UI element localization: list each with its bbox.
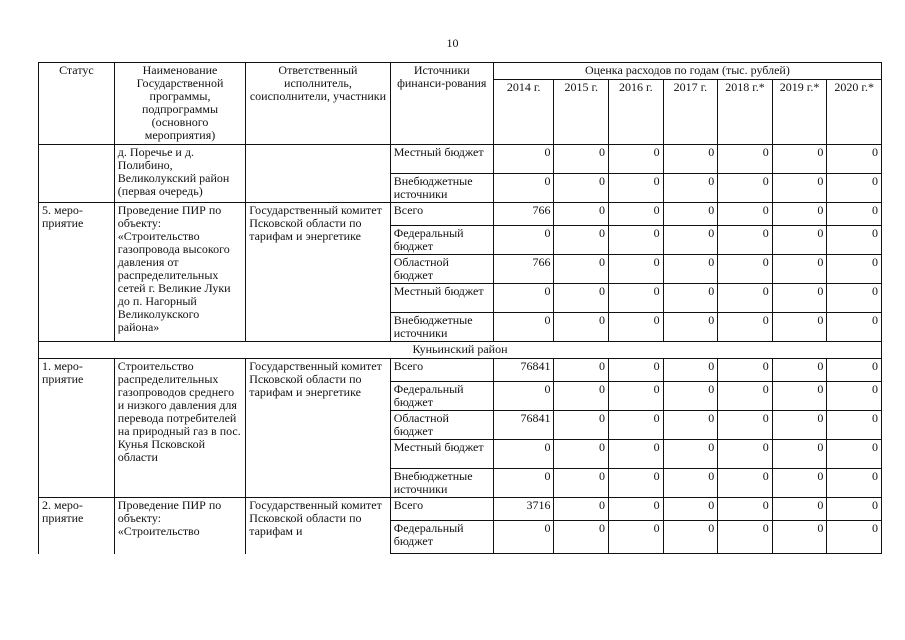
cell-status: 2. меро-приятие (39, 498, 115, 554)
cell-source: Федеральный бюджет (390, 521, 493, 554)
header-estimate: Оценка расходов по годам (тыс. рублей) (493, 63, 881, 80)
cell-value: 0 (554, 440, 609, 469)
cell-value: 0 (493, 382, 554, 411)
cell-value: 0 (718, 313, 773, 342)
table-row (39, 498, 882, 521)
cell-status (39, 145, 115, 203)
cell-name: д. Поречье и д. Полибино, Великолукский район (первая очередь) (114, 145, 245, 203)
cell-value: 0 (827, 226, 882, 255)
cell-value: 0 (554, 255, 609, 284)
cell-source: Федеральный бюджет (390, 226, 493, 255)
cell-value: 0 (554, 521, 609, 554)
cell-value: 0 (827, 359, 882, 382)
cell-value: 3716 (493, 498, 554, 521)
cell-status: 1. меро-приятие (39, 359, 115, 498)
cell-value: 0 (493, 174, 554, 203)
cell-value: 0 (609, 521, 664, 554)
cell-value: 0 (554, 498, 609, 521)
cell-value: 76841 (493, 411, 554, 440)
header-status: Статус (39, 63, 115, 145)
cell-value: 0 (609, 203, 664, 226)
cell-name: Проведение ПИР по объекту: «Строительство газопровода высокого давления от распределительных сетей г. Великие Луки до п. Нагорный Великолукского района» (114, 203, 245, 342)
cell-value: 0 (493, 469, 554, 498)
header-sources: Источники финанси-рования (390, 63, 493, 145)
cell-value: 766 (493, 255, 554, 284)
budget-table (38, 62, 882, 554)
cell-value: 0 (663, 498, 718, 521)
cell-value: 0 (772, 498, 827, 521)
cell-value: 0 (663, 226, 718, 255)
table-body-top (39, 145, 882, 342)
cell-value: 0 (772, 255, 827, 284)
cell-value: 0 (827, 203, 882, 226)
cell-value: 0 (827, 382, 882, 411)
cell-value: 0 (772, 359, 827, 382)
cell-value: 0 (609, 382, 664, 411)
cell-value: 0 (663, 521, 718, 554)
header-year: 2014 г. (493, 80, 554, 145)
cell-value: 0 (827, 145, 882, 174)
cell-value: 0 (554, 284, 609, 313)
cell-value: 0 (493, 313, 554, 342)
cell-value: 0 (554, 411, 609, 440)
cell-value: 0 (718, 440, 773, 469)
header-year: 2016 г. (609, 80, 664, 145)
table-row (39, 145, 882, 174)
cell-value: 0 (663, 255, 718, 284)
cell-value: 0 (827, 440, 882, 469)
cell-value: 0 (827, 411, 882, 440)
cell-source: Местный бюджет (390, 440, 493, 469)
cell-responsible: Государственный комитет Псковской области по тарифам и энергетике (246, 203, 391, 342)
cell-value: 0 (663, 145, 718, 174)
cell-source: Федеральный бюджет (390, 382, 493, 411)
cell-value: 0 (663, 284, 718, 313)
cell-value: 0 (663, 359, 718, 382)
cell-name: Проведение ПИР по объекту: «Строительство (114, 498, 245, 554)
cell-value: 0 (718, 359, 773, 382)
header-responsible: Ответственный исполнитель, соисполнители, участники (246, 63, 391, 145)
cell-value: 0 (772, 174, 827, 203)
cell-status: 5. меро-приятие (39, 203, 115, 342)
cell-value: 76841 (493, 359, 554, 382)
page-number: 10 (446, 36, 459, 50)
header-year: 2017 г. (663, 80, 718, 145)
cell-value: 0 (609, 498, 664, 521)
cell-value: 0 (554, 145, 609, 174)
cell-value: 0 (718, 411, 773, 440)
cell-value: 0 (663, 382, 718, 411)
cell-responsible: Государственный комитет Псковской области по тарифам и (246, 498, 391, 554)
cell-value: 0 (609, 145, 664, 174)
cell-value: 0 (772, 411, 827, 440)
cell-value: 0 (554, 174, 609, 203)
cell-value: 0 (718, 498, 773, 521)
table-row (39, 203, 882, 226)
header-year: 2019 г.* (772, 80, 827, 145)
cell-value: 0 (663, 174, 718, 203)
cell-value: 0 (554, 203, 609, 226)
cell-value: 0 (772, 226, 827, 255)
cell-value: 0 (718, 382, 773, 411)
cell-responsible: Государственный комитет Псковской области по тарифам и энергетике (246, 359, 391, 498)
cell-source: Областной бюджет (390, 255, 493, 284)
cell-value: 0 (718, 255, 773, 284)
header-name: Наименование Государственной программы, подпрограммы (основного мероприятия) (114, 63, 245, 145)
table-row (39, 359, 882, 382)
cell-value: 0 (827, 255, 882, 284)
cell-value: 0 (827, 313, 882, 342)
cell-name: Строительство распределительных газопроводов среднего и низкого давления для перевода потребителей на природный газ в пос. Кунья Псковской области (114, 359, 245, 498)
cell-value: 0 (718, 203, 773, 226)
cell-value: 0 (772, 145, 827, 174)
header-year: 2018 г.* (718, 80, 773, 145)
cell-value: 0 (609, 469, 664, 498)
cell-value: 0 (772, 469, 827, 498)
cell-value: 0 (663, 440, 718, 469)
cell-value: 0 (493, 521, 554, 554)
cell-value: 0 (609, 226, 664, 255)
cell-value: 0 (493, 440, 554, 469)
cell-value: 0 (663, 411, 718, 440)
cell-source: Всего (390, 359, 493, 382)
cell-value: 0 (609, 313, 664, 342)
cell-value: 0 (663, 203, 718, 226)
cell-value: 0 (772, 440, 827, 469)
cell-source: Областной бюджет (390, 411, 493, 440)
cell-value: 0 (718, 145, 773, 174)
cell-source: Внебюджетные источники (390, 313, 493, 342)
cell-source: Местный бюджет (390, 284, 493, 313)
section-row-group (39, 342, 882, 359)
cell-value: 0 (827, 174, 882, 203)
table-body-bottom (39, 359, 882, 554)
cell-value: 0 (718, 174, 773, 203)
cell-value: 0 (609, 174, 664, 203)
cell-value: 0 (554, 469, 609, 498)
cell-value: 0 (609, 440, 664, 469)
cell-value: 0 (609, 284, 664, 313)
cell-value: 0 (827, 284, 882, 313)
cell-value: 0 (772, 284, 827, 313)
cell-source: Внебюджетные источники (390, 469, 493, 498)
cell-value: 0 (554, 226, 609, 255)
cell-value: 0 (493, 226, 554, 255)
cell-value: 0 (772, 313, 827, 342)
cell-value: 0 (718, 521, 773, 554)
cell-value: 0 (609, 359, 664, 382)
cell-responsible (246, 145, 391, 203)
cell-value: 0 (718, 284, 773, 313)
cell-value: 0 (554, 313, 609, 342)
cell-value: 0 (493, 284, 554, 313)
cell-value: 0 (493, 145, 554, 174)
cell-value: 0 (554, 382, 609, 411)
cell-value: 0 (718, 226, 773, 255)
cell-source: Всего (390, 498, 493, 521)
section-title: Куньинский район (39, 342, 882, 359)
cell-value: 0 (772, 382, 827, 411)
cell-value: 766 (493, 203, 554, 226)
cell-value: 0 (827, 521, 882, 554)
cell-value: 0 (827, 498, 882, 521)
cell-value: 0 (718, 469, 773, 498)
cell-source: Всего (390, 203, 493, 226)
cell-value: 0 (772, 203, 827, 226)
cell-value: 0 (554, 359, 609, 382)
cell-value: 0 (772, 521, 827, 554)
cell-value: 0 (827, 469, 882, 498)
header-year: 2015 г. (554, 80, 609, 145)
cell-source: Местный бюджет (390, 145, 493, 174)
cell-value: 0 (663, 469, 718, 498)
cell-value: 0 (609, 255, 664, 284)
cell-value: 0 (609, 411, 664, 440)
cell-source: Внебюджетные источники (390, 174, 493, 203)
cell-value: 0 (663, 313, 718, 342)
header-year: 2020 г.* (827, 80, 882, 145)
